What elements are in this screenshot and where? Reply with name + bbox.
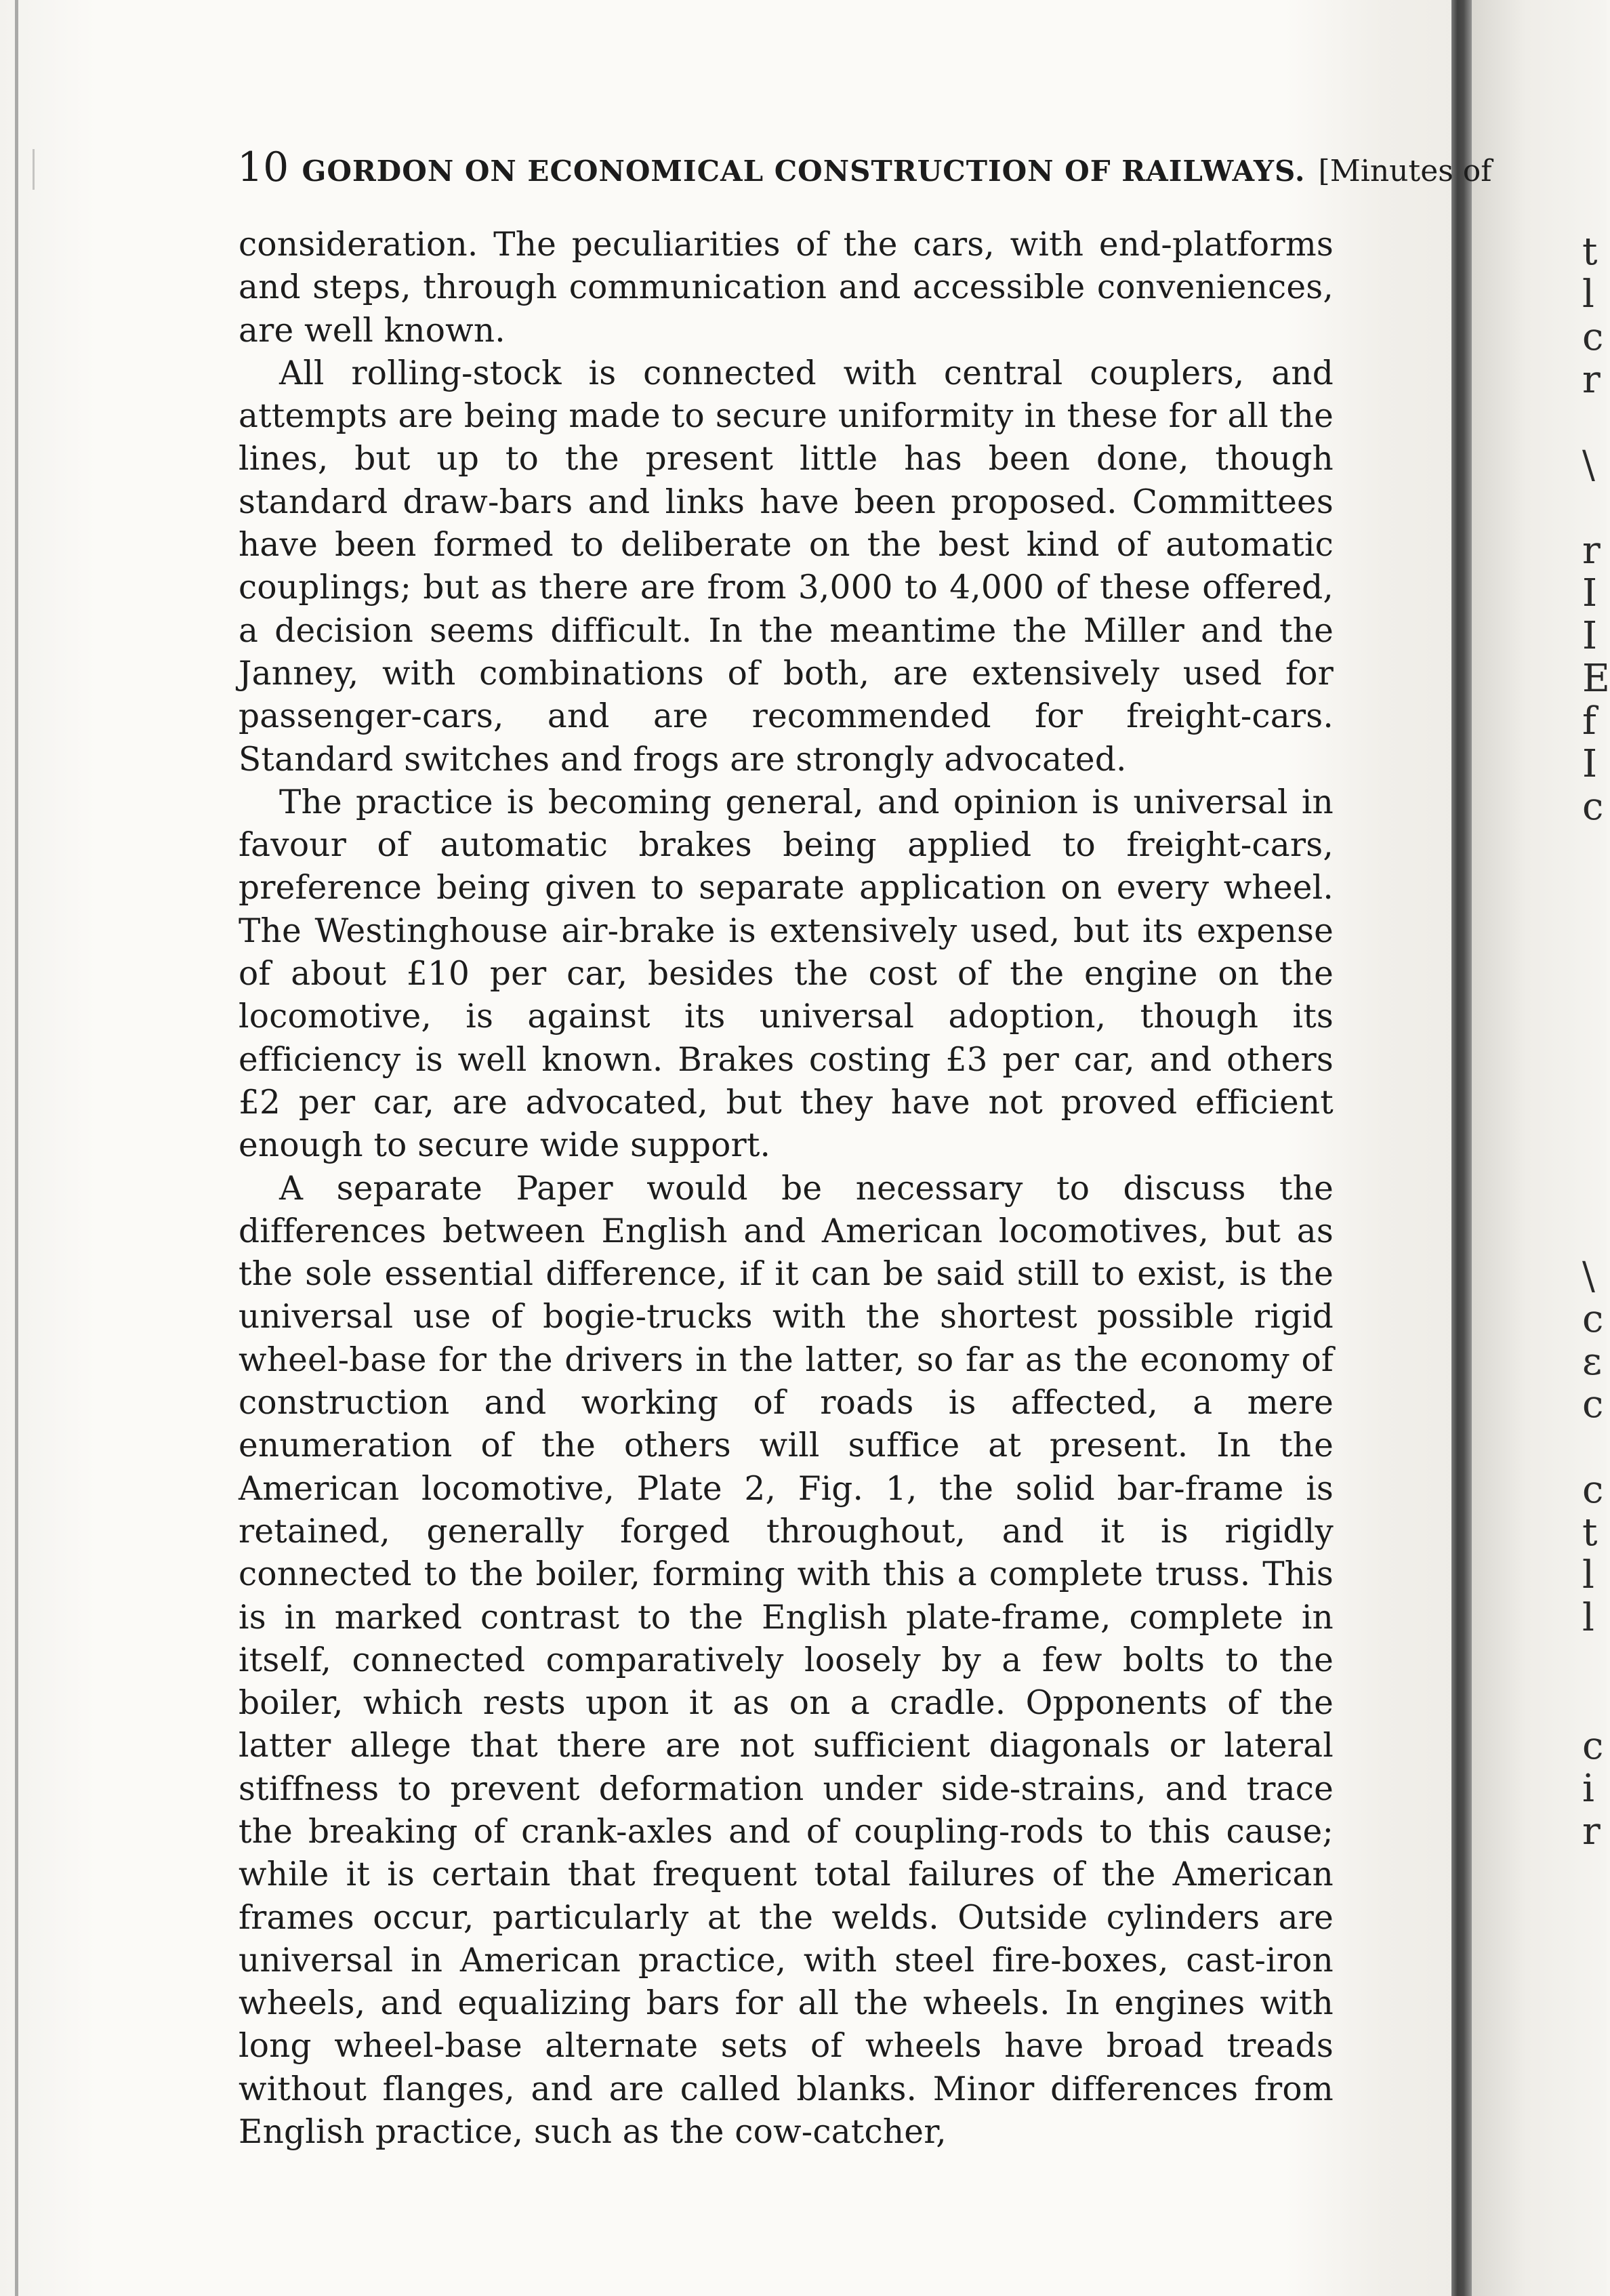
facing-page-fragment (1582, 1426, 1607, 1469)
facing-page-fragment: t (1582, 230, 1598, 274)
facing-page-fragment: I (1582, 571, 1598, 615)
facing-page-fragment: c (1582, 315, 1604, 359)
facing-page-fragment: E (1582, 657, 1610, 701)
paragraph-4: A separate Paper would be necessary to discuss the differences between English and American locomotives, but as the sole essential difference, if it can be said still to exist, is the universal use of bogie-trucks with the shortest possible rigid wheel-base for the drivers in the latter, so far as the economy of construction and working of roads is affected, a mere enumeration of the others will suffice at present. In the American locomotive, Plate 2, Fig. 1, the solid bar-frame is retained, generally forged throughout, and it is rigidly connected to the boiler, forming with this a complete truss. This is in marked contrast to the English plate-frame, complete in itself, connected comparatively loosely by a few bolts to the boiler, which rests upon it as on a cradle. Opponents of the latter allege that there are not sufficient diagonals or lateral stiffness to prevent deformation under side-strains, and trace the breaking of crank-axles and of coupling-rods to this cause; while it is certain that frequent total failures of the American frames occur, particularly at the welds. Outside cylinders are universal in American practice, with steel fire-boxes, cast-iron wheels, and equalizing bars for all the wheels. In engines with long wheel-base alternate sets of wheels have broad treads without flanges, and are called blanks. Minor differences from English practice, such as the cow-catcher, (239, 1169, 1334, 2152)
facing-page-fragment: f (1582, 699, 1596, 743)
facing-page-fragment: ε (1582, 1340, 1603, 1384)
facing-page-fragment (1582, 956, 1607, 999)
facing-page-fragment (1582, 1682, 1607, 1725)
facing-page-fragment (1582, 1042, 1607, 1084)
facing-page-fragment: l (1582, 272, 1594, 316)
facing-page-fragment (1582, 1127, 1607, 1170)
facing-page-fragment (1582, 1639, 1607, 1682)
facing-page-fragment: I (1582, 614, 1598, 658)
book-gutter (1451, 0, 1472, 2296)
facing-page-fragment: r (1582, 529, 1601, 573)
facing-page-fragment: \ (1582, 443, 1595, 487)
facing-page-text-fragments (1582, 230, 1610, 1853)
facing-page-fragment (1582, 999, 1607, 1042)
left-page-edge (15, 0, 18, 2296)
facing-page-fragment: r (1582, 358, 1601, 402)
facing-page-fragment: c (1582, 1297, 1604, 1341)
page-header (237, 144, 1492, 198)
facing-page-fragment (1582, 871, 1607, 914)
facing-page-fragment: t (1582, 1511, 1598, 1555)
facing-page-fragment (1582, 1212, 1607, 1255)
left-page-mark (33, 149, 35, 190)
facing-page-fragment (1582, 487, 1607, 529)
facing-page-fragment: c (1582, 1468, 1604, 1512)
facing-page-fragment (1582, 1170, 1607, 1212)
paragraph-3: The practice is becoming general, and opinion is universal in favour of automatic brakes being applied to freight-cars, preference being given to separate application on every wheel. The Westinghouse air-brake is extensively used, but its expense of about £10 per car, besides the cost of the engine on the locomotive, is against its universal adoption, though its efficiency is well known. Brakes costing £3 per car, and others £2 per car, are advocated, but they have not proved efficient enough to secure wide support. (239, 783, 1334, 1165)
page-number: 10 (237, 144, 289, 191)
paragraph-1: consideration. The peculiarities of the cars, with end-platforms and steps, through communication and accessible conveniences, are well known. (239, 226, 1334, 350)
facing-page-fragment: r (1582, 1809, 1601, 1853)
running-head-title: GORDON ON ECONOMICAL CONSTRUCTION OF RAILWAYS. (302, 155, 1306, 188)
facing-page-fragment: \ (1582, 1254, 1595, 1298)
facing-page-fragment: l (1582, 1596, 1594, 1640)
facing-page-fragment: I (1582, 742, 1598, 786)
paragraph-2: All rolling-stock is connected with central couplers, and attempts are being made to secure uniformity in these for all the lines, but up to the present little has been done, though standard draw-bars and links have been proposed. Committees have been formed to deliberate on the best kind of automatic couplings; but as there are from 3,000 to 4,000 of these offered, a decision seems difficult. In the meantime the Miller and the Janney, with combinations of both, are extensively used for passenger-cars, and are recommended for freight-cars. Standard switches and frogs are strongly advocated. (239, 354, 1334, 779)
running-head-section: [Minutes of (1318, 154, 1492, 188)
body-text (239, 224, 1334, 2154)
facing-page-fragment (1582, 914, 1607, 956)
facing-page-fragment: l (1582, 1553, 1594, 1597)
facing-page-fragment (1582, 828, 1607, 871)
facing-page-fragment: i (1582, 1767, 1594, 1811)
facing-page-fragment: c (1582, 785, 1604, 829)
facing-page-fragment (1582, 1084, 1607, 1127)
facing-page-fragment: c (1582, 1382, 1604, 1427)
facing-page-fragment: c (1582, 1724, 1604, 1768)
facing-page-fragment (1582, 401, 1607, 444)
